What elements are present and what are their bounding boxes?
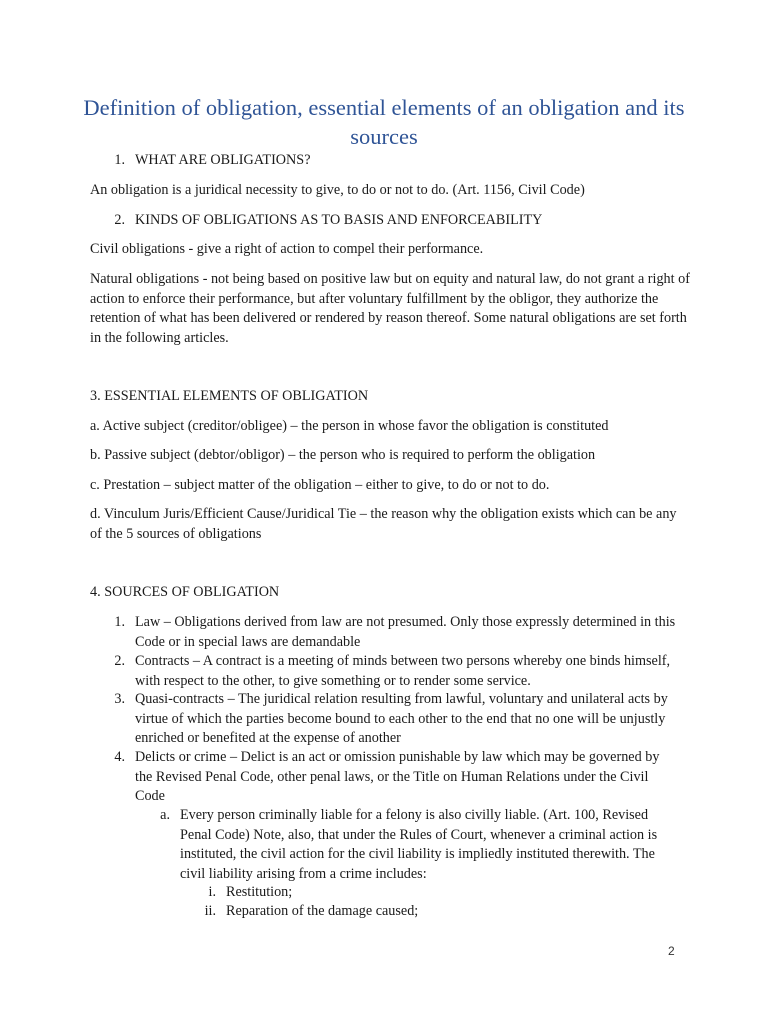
page-number: 2 (668, 944, 675, 958)
section-4-heading: 4. SOURCES OF OBLIGATION (90, 584, 280, 600)
civil-obligations-text: Civil obligations - give a right of action to compel their performance. (90, 241, 484, 257)
section-2-number: 2. (114, 212, 125, 228)
element-c: c. Prestation – subject matter of the obligation – either to give, to do or not to do. (90, 477, 550, 493)
natural-obligations-text: Natural obligations - not being based on positive law but on equity and natural law, do not grant a right of action to enforce their performance, but after voluntary fulfillment by the obligor, they authorize the retention of what has been delivered or rendered by reason thereof. Some natural obligations are set forth in the following articles. (90, 271, 690, 346)
sub-item-number: a. (160, 807, 170, 823)
roman-item-reparation: Reparation of the damage caused; (226, 903, 419, 919)
roman-item-number: i. (208, 884, 216, 900)
section-1-number: 1. (114, 152, 125, 168)
element-a: a. Active subject (creditor/obligee) – the person in whose favor the obligation is constituted (90, 418, 609, 434)
sub-item-civil-liability: Every person criminally liable for a felony is also civilly liable. (Art. 100, Revised Penal Code) Note, also, that under the Rules of Court, whenever a criminal action is instituted, the civil action for the civil liability is impliedly instituted therewith. The civil liability arising from a crime includes: (180, 807, 658, 882)
element-b: b. Passive subject (debtor/obligor) – the person who is required to perform the obligation (90, 447, 596, 463)
source-number: 3. (114, 691, 125, 707)
roman-item-restitution: Restitution; (226, 884, 293, 900)
section-1-text: An obligation is a juridical necessity to give, to do or not to do. (Art. 1156, Civil Code) (90, 182, 585, 198)
source-number: 4. (114, 749, 125, 765)
section-2-heading: KINDS OF OBLIGATIONS AS TO BASIS AND ENFORCEABILITY (135, 212, 543, 228)
section-1-heading: WHAT ARE OBLIGATIONS? (135, 152, 311, 168)
document-title: Definition of obligation, essential elements of an obligation and its sources (83, 95, 685, 149)
source-number: 1. (114, 614, 125, 630)
source-law: Law – Obligations derived from law are not presumed. Only those expressly determined in this Code or in special laws are demandable (135, 614, 676, 650)
source-number: 2. (114, 653, 125, 669)
element-d: d. Vinculum Juris/Efficient Cause/Juridical Tie – the reason why the obligation exists which can be any of the 5 sources of obligations (90, 506, 677, 542)
source-quasi-contracts: Quasi-contracts – The juridical relation resulting from lawful, voluntary and unilateral acts by virtue of which the parties become bound to each other to the end that no one will be unjustly enriched or benefited at the expense of another (135, 691, 668, 746)
section-3-heading: 3. ESSENTIAL ELEMENTS OF OBLIGATION (90, 388, 369, 404)
roman-item-number: ii. (204, 903, 216, 919)
source-delicts: Delicts or crime – Delict is an act or omission punishable by law which may be governed by the Revised Penal Code, other penal laws, or the Title on Human Relations under the Civil Code (135, 749, 660, 804)
source-contracts: Contracts – A contract is a meeting of minds between two persons whereby one binds himself, with respect to the other, to give something or to render some service. (135, 653, 671, 689)
